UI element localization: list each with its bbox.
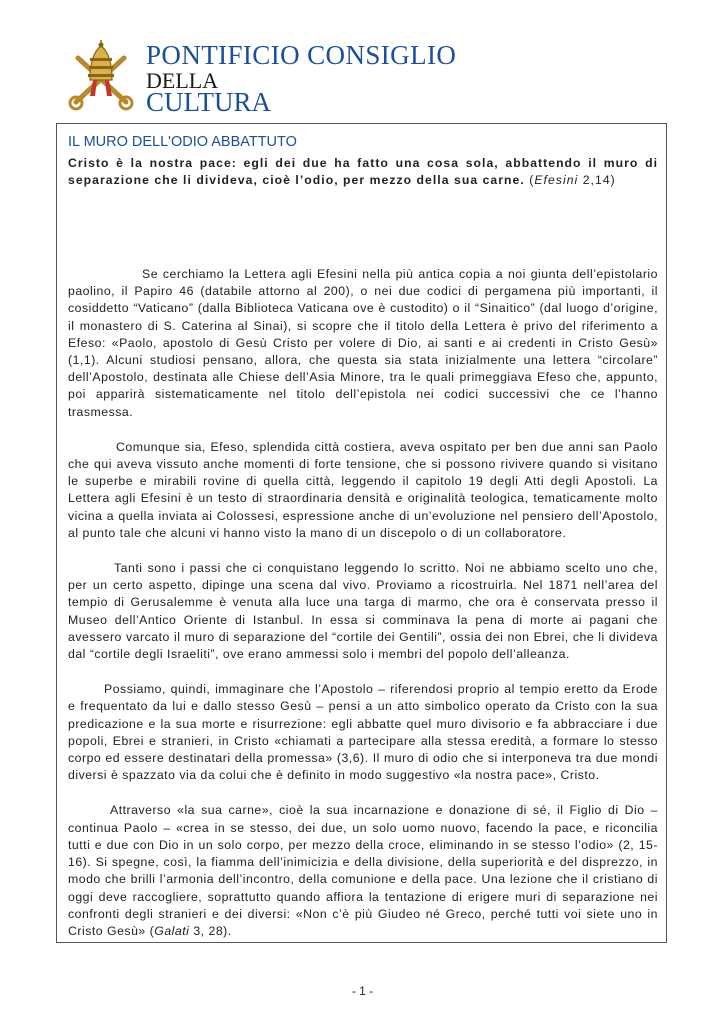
document-header <box>68 40 688 120</box>
page-number: - 1 - <box>351 984 374 998</box>
epigraph <box>68 155 658 189</box>
article-body <box>68 266 658 958</box>
paragraph-5 <box>68 802 658 940</box>
closing-reference: 3, 28). <box>189 923 232 938</box>
epigraph-book: Efesini <box>534 173 579 187</box>
paragraph-2: Comunque sia, Efeso, splendida città costiera, aveva ospitato per ben due anni san Paolo che qui aveva vissuto anche momenti di forte tensione, che si possono rivivere quando si visitano le superbe e mirabili rovine di quella città, leggendo il capitolo 19 degli Atti degli Apostoli. La Lettera agli Efesini è un testo di straordinaria densità e originalità teologica, tematicamente molto vicina a quella inviata ai Colossesi, espressione anche di un’evoluzione nel pensiero dell’Apostolo, al punto tale che alcuni vi hanno visto la mano di un discepolo o di un collaboratore. <box>68 439 658 540</box>
epigraph-quote: Cristo è la nostra pace: egli dei due ha fatto una cosa sola, abbattendo il muro di separazione che li divideva, cioè l’odio, per mezzo della sua carne. <box>68 156 658 187</box>
org-name-line3: CULTURA <box>146 87 272 117</box>
closing-book: Galati <box>154 923 190 938</box>
paragraph-3: Tanti sono i passi che ci conquistano leggendo lo scritto. Noi ne abbiamo scelto uno che, per un certo aspetto, dipinge una scena dal vivo. Proviamo a ricostruirla. Nel 1871 nell’area del tempio di Gerusalemme è venuta alla luce una targa di marmo, che ora è conservata presso il Museo dell’Antico Oriente di Istanbul. In essa si comminava la pena di morte ai pagani che avessero varcato il muro di separazione del “cortile dei Gentili”, ossia dei non Ebrei, che li divideva dal “cortile degli Israeliti”, ove erano ammessi solo i membri del popolo dell’alleanza. <box>68 561 658 662</box>
paragraph-4: Possiamo, quindi, immaginare che l’Apostolo – riferendosi proprio al tempio eretto da Erode e frequentato da lui e dallo stesso Gesù – pensi a un atto simbolico operato da Cristo con la sua predicazione e la sua morte e risurrezione: egli abbatte quel muro divisorio e fa abbracciare i due popoli, Ebrei e stranieri, in Cristo «chiamati a partecipare alla stessa eredità, a formare lo stesso corpo ed essere destinatari della promessa» (3,6). Il muro di odio che si interponeva tra due mondi diversi è spazzato via da colui che è definito in modo suggestivo «la nostra pace», Cristo. <box>68 682 658 783</box>
paragraph-5-text: Attraverso «la sua carne», cioè la sua incarnazione e donazione di sé, il Figlio di Dio – continua Paolo – «crea in se stesso, dei due, un solo uomo nuovo, facendo la pace, e riconcilia tutti e due con Dio in un solo corpo, per mezzo della croce, eliminando in se stesso l’odio» (2, 15-16). Si spegne, così, la fiamma dell’inimicizia e della divisione, della superiorità e del disprezzo, in modo che brilli l’armonia dell’incontro, della comunione e della pace. Una lezione che il cristiano di oggi deve raccogliere, soprattutto quando affiora la tentazione di erigere muri di separazione nei confronti degli stranieri e dei diversi: «Non c’è più Giudeo né Greco, perché tutti voi siete uno in Cristo Gesù» ( <box>68 803 658 938</box>
paragraph-1: Se cerchiamo la Lettera agli Efesini nella più antica copia a noi giunta dell’epistolario paolino, il Papiro 46 (databile attorno al 200), o nei due codici di pergamena più importanti, il cosiddetto “Vaticano” (dalla Biblioteca Vaticana ove è custodito) o il “Sinaitico” (dal luogo d’origine, il monastero di S. Caterina al Sinai), si scopre che il titolo della Lettera è privo del riferimento a Efeso: «Paolo, apostolo di Gesù Cristo per volere di Dio, ai santi e ai credenti in Cristo Gesù» (1,1). Alcuni studiosi pensano, allora, che questa sia stata inizialmente una lettera “circolare” dell’Apostolo, destinata alle Chiese dell’Asia Minore, tra le quali primeggiava Efeso che, appunto, poi apparirà sistematicamente nel titolo dell’epistola nei codici successivi che ce l’hanno trasmessa. <box>68 267 658 419</box>
epigraph-reference: 2,14) <box>578 173 616 187</box>
epigraph-ref-open: ( <box>529 173 535 187</box>
org-name-line2: DELLA <box>146 68 219 93</box>
org-name-line1: PONTIFICIO CONSIGLIO <box>146 40 457 70</box>
article-title: IL MURO DELL'ODIO ABBATTUTO <box>68 134 297 150</box>
papal-coat-of-arms-icon <box>68 40 134 112</box>
